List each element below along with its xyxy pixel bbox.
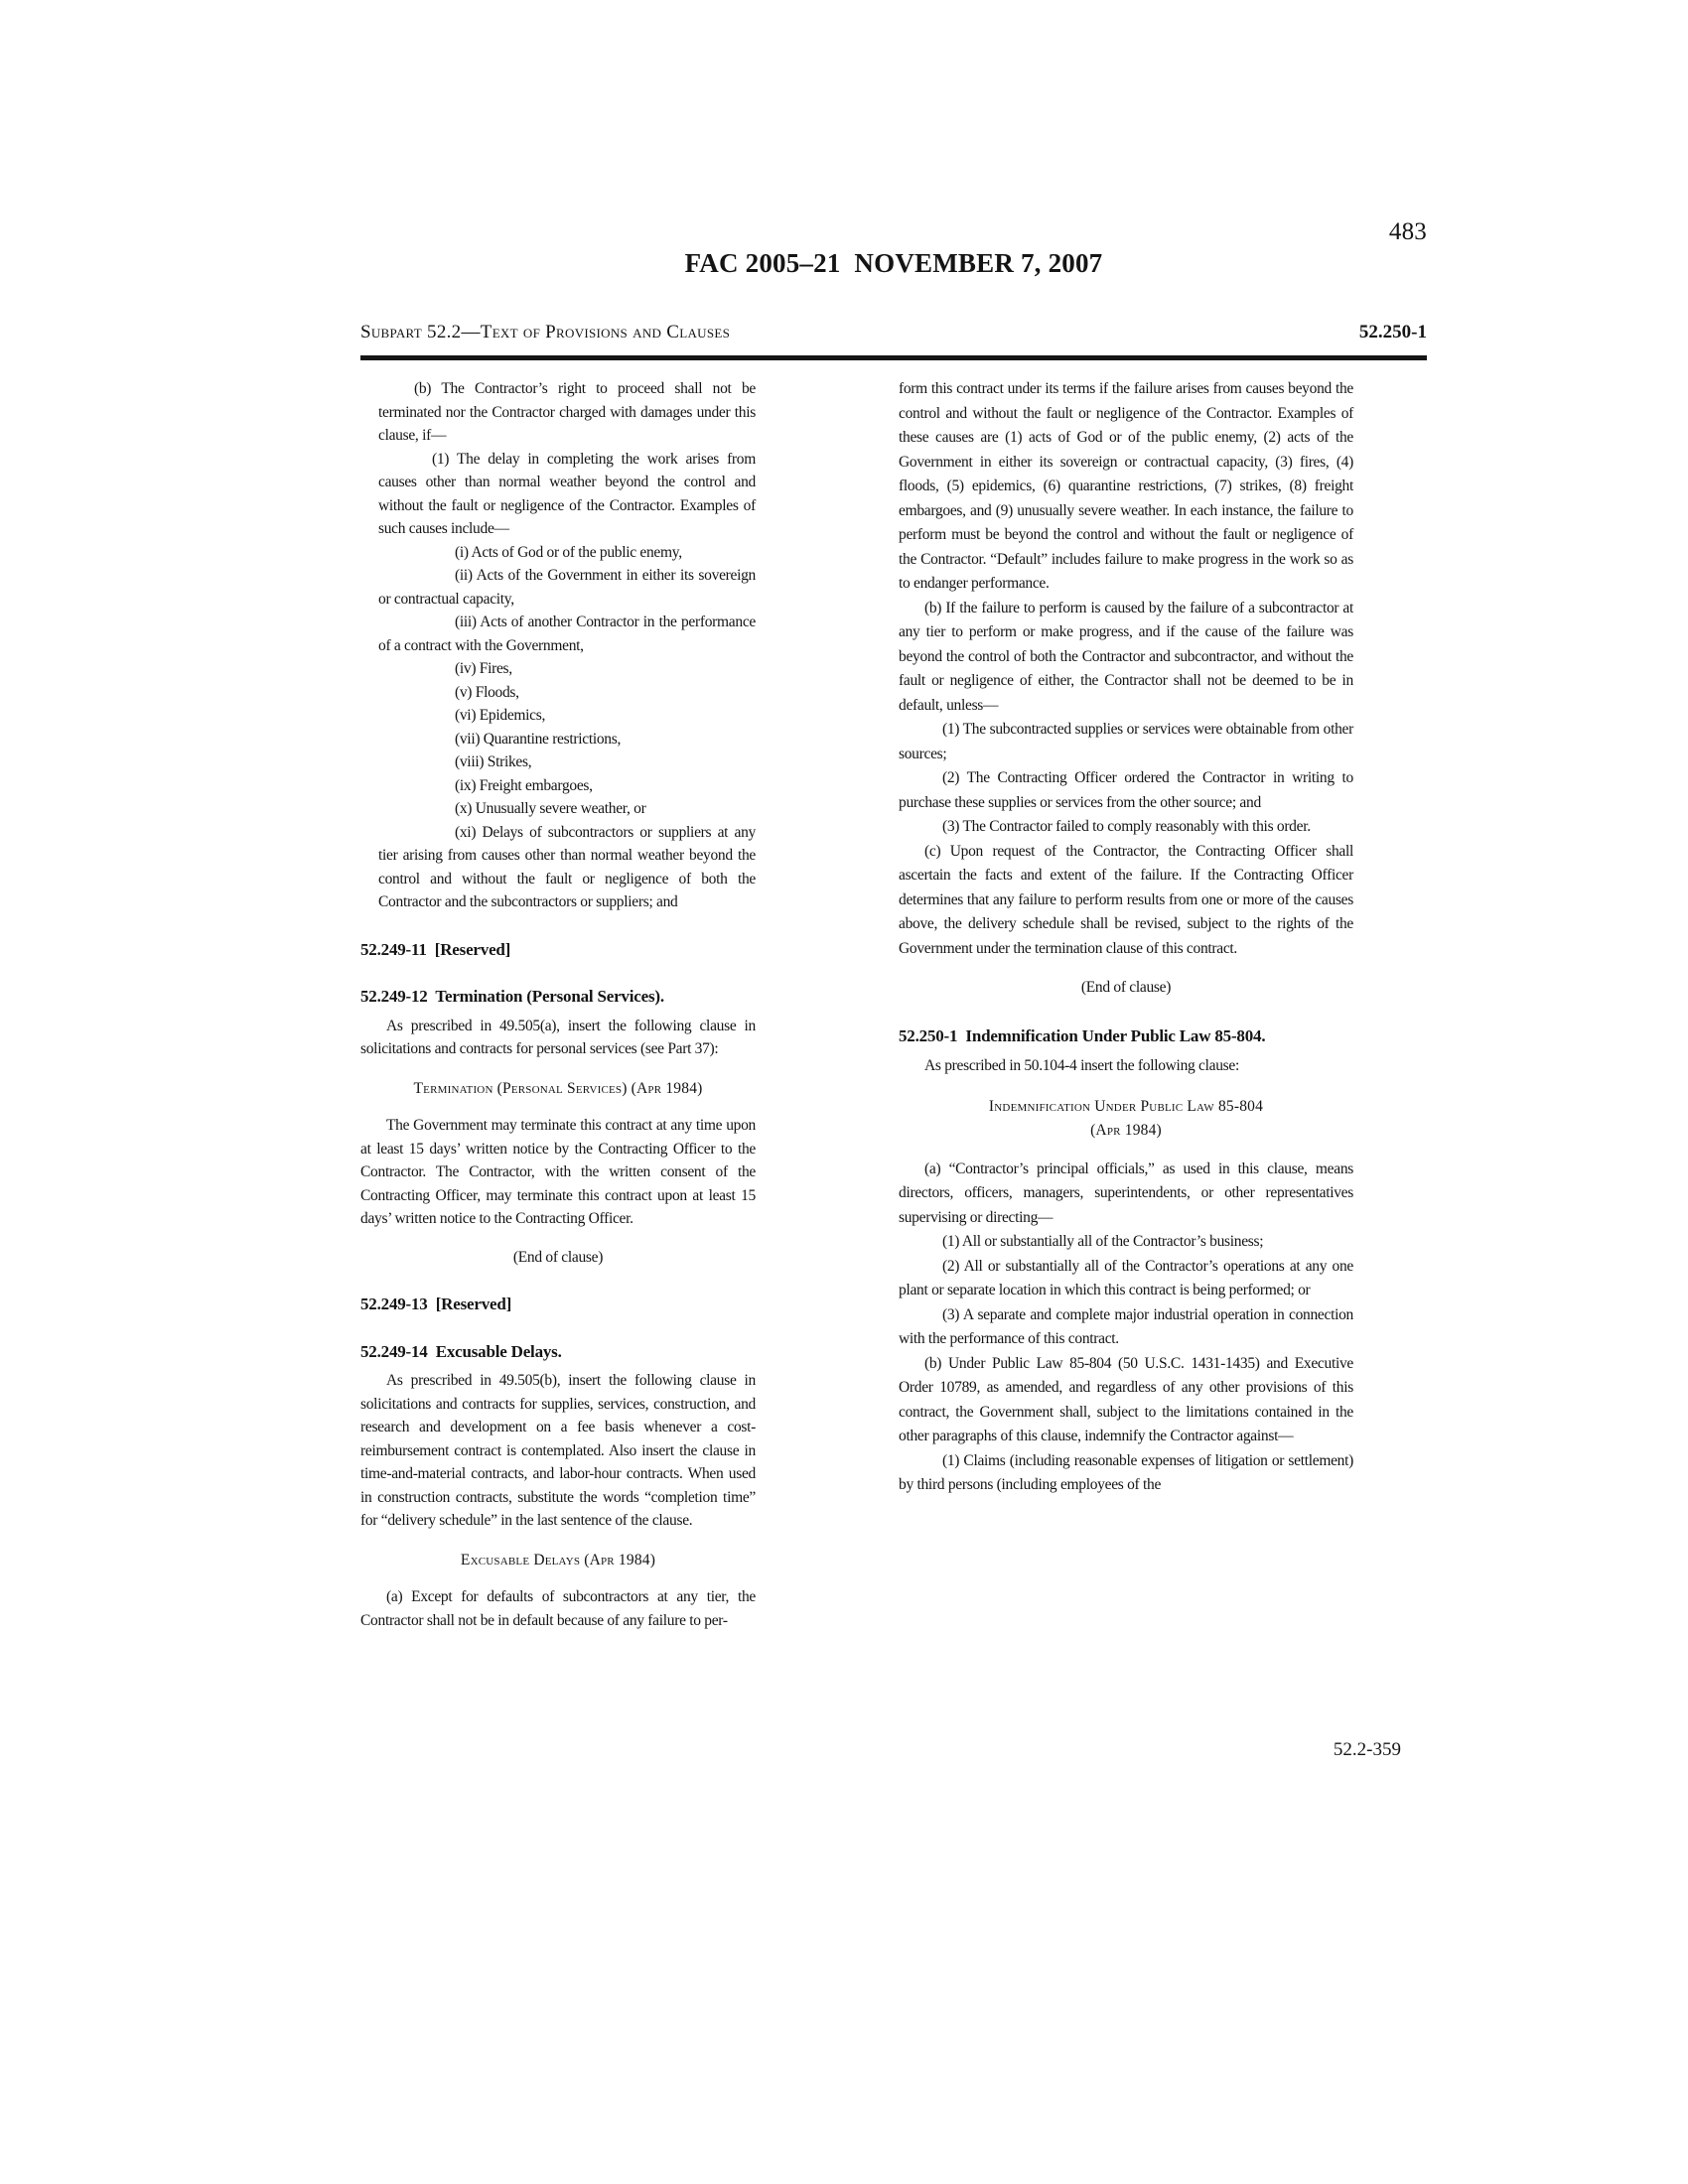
paragraph: (x) Unusually severe weather, or — [455, 800, 646, 817]
paragraph: (v) Floods, — [455, 683, 519, 701]
paragraph: (xi) Delays of subcontractors or suppliers at any tier arising from causes other than normal weather beyond the control and without the fault or negligence of both the Contractor and the subcontractors or suppliers; and — [378, 823, 756, 910]
section-heading: 52.250-1 Indemnification Under Public Law 85-804. — [899, 1025, 1266, 1045]
left-column — [360, 377, 756, 1632]
paragraph: (End of clause) — [512, 1248, 604, 1266]
paragraph: (1) The subcontracted supplies or services were obtainable from other sources; — [899, 721, 1353, 762]
paragraph: (3) A separate and complete major industrial operation in connection with the performance of this contract. — [899, 1305, 1353, 1347]
section-heading: 52.249-12 Termination (Personal Services). — [360, 987, 664, 1006]
clause-title: Excusable Delays (Apr 1984) — [460, 1551, 656, 1569]
paragraph: (1) Claims (including reasonable expenses of litigation or settlement) by third persons (including employees of the — [899, 1451, 1353, 1493]
paragraph: (2) The Contracting Officer ordered the Contractor in writing to purchase these supplies or services from the other source; and — [899, 769, 1353, 811]
footer-page-ref — [360, 1739, 1427, 1761]
paragraph: (b) Under Public Law 85-804 (50 U.S.C. 1431-1435) and Executive Order 10789, as amended, and regardless of any other provisions of this contract, the Government shall, subject to the limitations contained in the other paragraphs of this clause, indemnify the Contractor against— — [899, 1354, 1353, 1444]
paragraph: (viii) Strikes, — [455, 753, 532, 770]
paragraph: (a) Except for defaults of subcontractors at any tier, the Contractor shall not be in default because of any failure to per- — [360, 1588, 756, 1629]
paragraph: (3) The Contractor failed to comply reasonably with this order. — [942, 818, 1311, 835]
paragraph: form this contract under its terms if the failure arises from causes beyond the control and without the fault or negligence of the Contractor. Examples of these causes are (1) acts of God or of the public enemy, (2) acts of the Government in either its sovereign or contractual capacity, (3) fires, (4) floods, (5) epidemics, (6) quarantine restrictions, (7) strikes, (8) freight embargoes, and (9) unusually severe weather. In each instance, the failure to perform must be beyond the control and without the fault or negligence of the Contractor. “Default” includes failure to make progress in the work so as to endanger performance. — [899, 380, 1353, 592]
paragraph: (b) If the failure to perform is caused by the failure of a subcontractor at any tier to perform or make progress, and if the cause of the failure was beyond the control of both the Contractor and subcontractor, and without the fault or negligence of either, the Contractor shall not be deemed to be in default, unless— — [899, 599, 1353, 714]
paragraph: (iii) Acts of another Contractor in the performance of a contract with the Government, — [378, 614, 756, 654]
right-column — [899, 377, 1353, 1632]
paragraph: The Government may terminate this contract at any time upon at least 15 days’ written notice by the Contracting Officer to the Contractor. The Contractor, with the written consent of the Contracting Officer, may terminate this contract upon at least 15 days’ written notice to the Contracting Officer. — [360, 1117, 756, 1227]
paragraph: (b) The Contractor’s right to proceed shall not be terminated nor the Contractor charged with damages under this clause, if— — [378, 380, 756, 444]
paragraph: (i) Acts of God or of the public enemy, — [455, 543, 682, 561]
text-columns — [360, 377, 1353, 1632]
paragraph: As prescribed in 49.505(b), insert the following clause in solicitations and contracts for supplies, services, construction, and research and development on a fee basis whenever a cost-reimbursement contract is contemplated. Also insert the clause in time-and-material contracts, and labor-hour contracts. When used in construction contracts, substitute the words “completion time” for “delivery schedule” in the last sentence of the clause. — [360, 1372, 756, 1529]
paragraph: As prescribed in 50.104-4 insert the following clause: — [924, 1057, 1239, 1074]
paragraph: (a) “Contractor’s principal officials,” as used in this clause, means directors, officers, managers, superintendents, or other representatives supervising or directing— — [899, 1160, 1353, 1226]
running-head-subpart: Subpart 52.2—Text of Provisions and Clauses — [360, 322, 731, 342]
page-number: 483 — [1388, 218, 1427, 245]
paragraph: (c) Upon request of the Contractor, the Contracting Officer shall ascertain the facts and extent of the failure. If the Contracting Officer determines that any failure to perform results from one or more of the causes above, the delivery schedule shall be revised, subject to the rights of the Government under the termination clause of this contract. — [899, 842, 1353, 957]
running-head-section-ref: 52.250-1 — [1358, 322, 1427, 342]
paragraph: (ix) Freight embargoes, — [455, 776, 593, 794]
clause-title: (Apr 1984) — [1090, 1122, 1162, 1139]
clause-title: Termination (Personal Services) (Apr 1984) — [413, 1079, 703, 1097]
section-heading: 52.249-13 [Reserved] — [360, 1295, 512, 1313]
paragraph: (vii) Quarantine restrictions, — [455, 730, 622, 748]
paragraph: (iv) Fires, — [455, 660, 512, 677]
doc-title: FAC 2005–21 NOVEMBER 7, 2007 — [684, 248, 1103, 278]
paragraph: (End of clause) — [1080, 979, 1172, 996]
paragraph: (1) All or substantially all of the Contractor’s business; — [942, 1233, 1264, 1250]
footer-page-ref-text: 52.2-359 — [1333, 1739, 1401, 1760]
running-head — [360, 322, 1427, 343]
clause-title: Indemnification Under Public Law 85-804 — [988, 1097, 1264, 1115]
paragraph: (vi) Epidemics, — [455, 707, 546, 724]
paragraph: As prescribed in 49.505(a), insert the following clause in solicitations and contracts for personal services (see Part 37): — [360, 1017, 756, 1057]
section-heading: 52.249-14 Excusable Delays. — [360, 1341, 562, 1361]
paragraph: (1) The delay in completing the work arises from causes other than normal weather beyond the control and without the fault or negligence of the Contractor. Examples of such causes include— — [378, 450, 756, 537]
paragraph: (2) All or substantially all of the Contractor’s operations at any one plant or separate location in which this contract is being performed; or — [899, 1257, 1353, 1298]
paragraph: (ii) Acts of the Government in either its sovereign or contractual capacity, — [378, 567, 756, 608]
section-heading: 52.249-11 [Reserved] — [360, 939, 511, 959]
header-rule — [360, 355, 1427, 360]
